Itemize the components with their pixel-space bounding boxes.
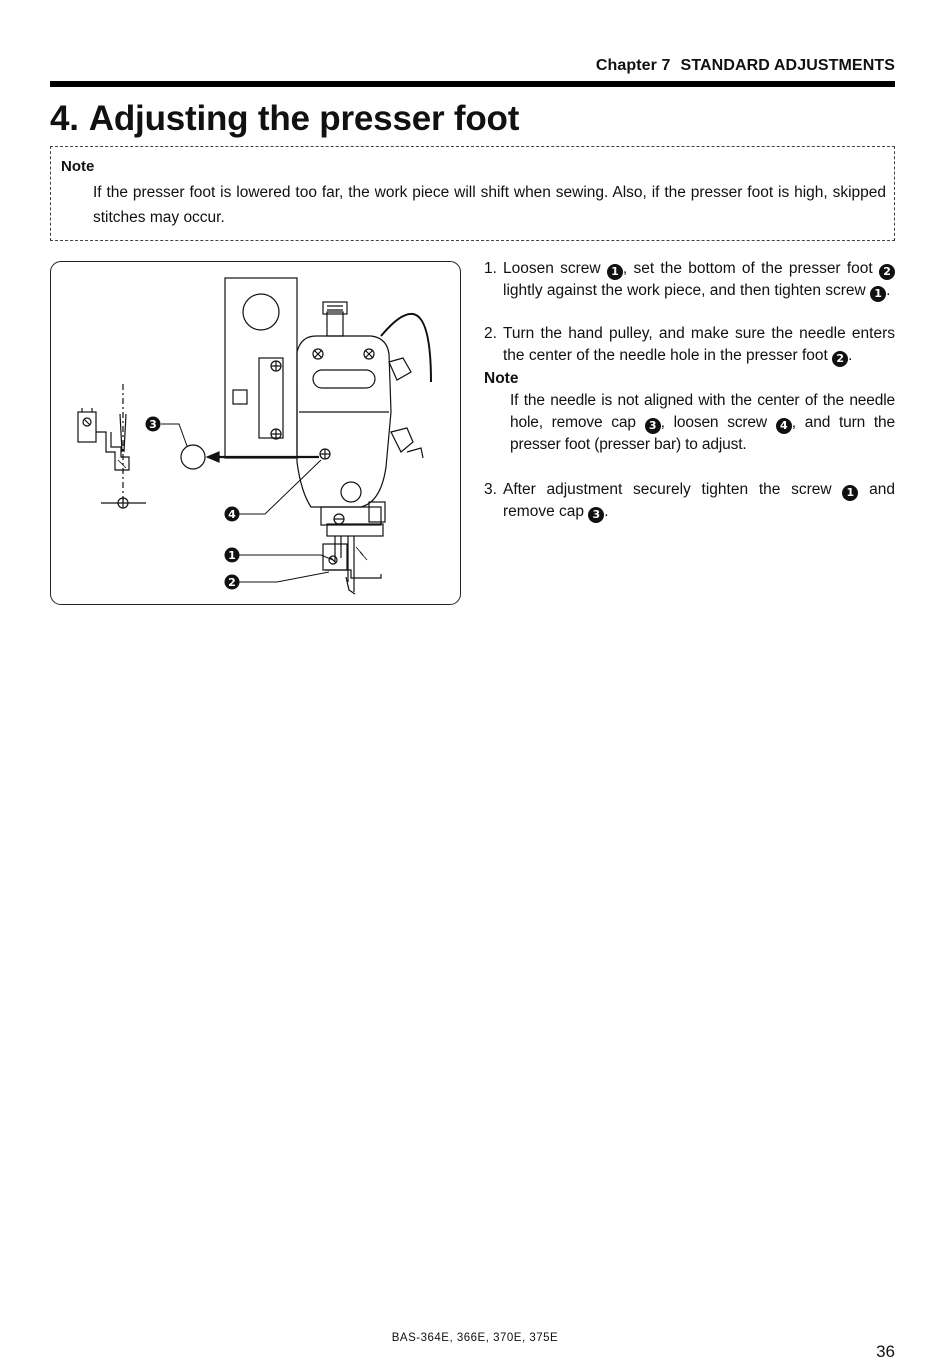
step-1 <box>484 258 895 302</box>
note-heading: Note <box>61 158 95 175</box>
step-3-text: . <box>604 503 609 520</box>
callout-3 <box>146 417 161 432</box>
step-2-text: . <box>848 347 853 364</box>
bullet-cap-3: 3 <box>645 418 661 434</box>
adjustment-steps <box>484 258 895 523</box>
callout-3-label: 3 <box>149 418 157 431</box>
callout-1-label: 1 <box>228 549 236 562</box>
step-note-text <box>484 390 895 456</box>
note-box <box>50 146 895 241</box>
sewing-head-illustration <box>51 262 461 605</box>
bullet-presser-foot-2: 2 <box>832 351 848 367</box>
chapter-header <box>596 57 895 75</box>
chapter-title: STANDARD ADJUSTMENTS <box>680 57 895 74</box>
sewing-head-body <box>297 302 431 594</box>
callout-1 <box>225 548 240 563</box>
callout-4 <box>225 507 240 522</box>
callout-leaders <box>161 424 333 582</box>
cap-removal-arrow <box>181 445 319 469</box>
step-1-text: Loosen screw <box>503 260 601 277</box>
needle-detail-drawing <box>78 384 146 508</box>
page-number: 36 <box>876 1342 895 1361</box>
step-2-number: 2. <box>484 325 497 342</box>
bullet-screw-1: 1 <box>870 286 886 302</box>
step-2-text: Turn the hand pulley, and make sure the needle enters the center of the needle hole in the presser foot <box>503 325 895 364</box>
step-note-text-part: , loosen screw <box>660 414 767 431</box>
bullet-presser-foot-2: 2 <box>879 264 895 280</box>
step-3-number: 3. <box>484 481 497 498</box>
step-3-text: and remove cap <box>503 481 896 520</box>
step-note-heading: Note <box>484 370 519 387</box>
step-1-text: lightly against the work piece, and then tighten screw <box>503 282 866 299</box>
arm-plate <box>225 278 297 458</box>
section-number: 4. <box>50 99 79 138</box>
bullet-screw-1: 1 <box>607 264 623 280</box>
step-note-text-part: If the needle is not aligned with the center of the needle hole, remove cap <box>510 392 895 431</box>
step-1-text: , set the bottom of the presser foot <box>622 260 873 277</box>
section-title-text: Adjusting the presser foot <box>88 99 520 138</box>
step-1-number: 1. <box>484 260 497 277</box>
bullet-screw-1: 1 <box>842 485 858 501</box>
step-2 <box>484 323 895 367</box>
callout-4-label: 4 <box>228 508 236 521</box>
page-title <box>50 99 519 139</box>
presser-foot-figure <box>50 261 461 605</box>
bullet-screw-4: 4 <box>776 418 792 434</box>
step-3-text: After adjustment securely tighten the screw <box>503 481 832 498</box>
note-text: If the presser foot is lowered too far, the work piece will shift when sewing. Also, if the presser foot is high, skipped stitches may occur. <box>93 184 886 226</box>
header-rule <box>50 81 895 87</box>
step-note-text-part: , and turn the presser foot (presser bar) to adjust. <box>510 414 895 453</box>
callout-2-label: 2 <box>228 576 236 589</box>
bullet-cap-3: 3 <box>588 507 604 523</box>
callout-2 <box>225 575 240 590</box>
step-1-text: . <box>886 282 891 299</box>
step-3 <box>484 479 895 523</box>
footer-model: BAS-364E, 366E, 370E, 375E <box>391 1332 559 1344</box>
chapter-label: Chapter 7 <box>595 57 671 74</box>
